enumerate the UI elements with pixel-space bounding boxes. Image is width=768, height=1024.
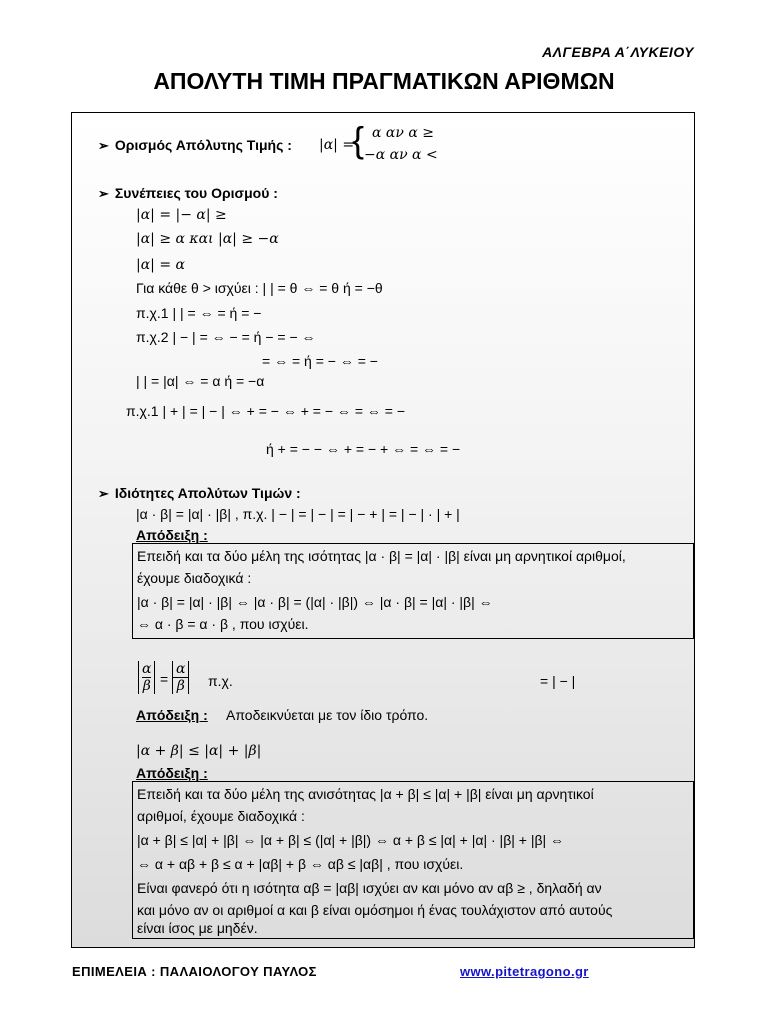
consequences-heading-row bbox=[98, 185, 278, 202]
definition-case-positive: α αν α ≥ bbox=[372, 125, 434, 141]
quotient-example-result: = | − | bbox=[540, 673, 576, 689]
footer-site-link[interactable]: www.pitetragono.gr bbox=[460, 964, 589, 979]
consequence-example: π.χ.1 | + | = | − | ⇔ + = − ⇔ + = − ⇔ = ⇔ = − bbox=[126, 403, 406, 419]
consequences-heading: Συνέπειες του Ορισμού : bbox=[114, 185, 278, 201]
proof-label: Απόδειξη : bbox=[136, 527, 208, 543]
proof-label: Απόδειξη : bbox=[136, 707, 208, 723]
consequence-example: = ⇔ = ή = − ⇔ = − bbox=[262, 353, 378, 369]
quotient-lhs bbox=[138, 661, 155, 694]
proof-label: Απόδειξη : bbox=[136, 765, 208, 781]
properties-heading: Ιδιότητες Απολύτων Τιμών : bbox=[114, 485, 301, 501]
proof-line: έχουμε διαδοχικά : bbox=[137, 570, 252, 586]
triangle-inequality: |α + β| ≤ |α| + |β| bbox=[136, 743, 262, 759]
footer-author: ΕΠΙΜΕΛΕΙΑ : ΠΑΛΑΙΟΛΟΓΟΥ ΠΑΥΛΟΣ bbox=[72, 964, 317, 979]
consequence-line: Για κάθε θ > ισχύει : | | = θ ⇔ = θ ή = −θ bbox=[136, 280, 383, 296]
quotient-rhs-denominator: β bbox=[172, 677, 189, 694]
bullet-arrow-icon: ➢ bbox=[98, 138, 109, 153]
definition-label-row bbox=[98, 137, 292, 154]
proof-line: |α + β| ≤ |α| + |β| ⇔ |α + β| ≤ (|α| + |β|) ⇔ α + β ≤ |α| + |α| · |β| + |β| ⇔ bbox=[137, 832, 565, 848]
properties-heading-row bbox=[98, 485, 301, 502]
quotient-numerator: α bbox=[142, 661, 152, 677]
quotient-denominator: β bbox=[142, 678, 151, 694]
brace-icon: { bbox=[352, 119, 365, 160]
quotient-rhs-numerator: α bbox=[172, 661, 189, 677]
proof-line: Επειδή και τα δύο μέλη της ισότητας |α · β| = |α| · |β| είναι μη αρνητικοί αριθμοί, bbox=[137, 548, 626, 564]
quotient-example-label: π.χ. bbox=[208, 673, 233, 689]
proof-line: ⇔ α + αβ + β ≤ α + |αβ| + β ⇔ αβ ≤ |αβ| , που ισχύει. bbox=[137, 856, 464, 872]
proof-line: ⇔ α · β = α · β , που ισχύει. bbox=[137, 616, 309, 632]
consequence-example: π.χ.1 | | = ⇔ = ή = − bbox=[136, 305, 262, 321]
proof-line: αριθμοί, έχουμε διαδοχικά : bbox=[137, 808, 305, 824]
quotient-proof-text: Αποδεικνύεται με τον ίδιο τρόπο. bbox=[226, 707, 429, 723]
property-product: |α · β| = |α| · |β| , π.χ. | − | = | − | = | − + | = | − | · | + | bbox=[136, 506, 460, 522]
consequence-line: |α| ≥ α και |α| ≥ −α bbox=[136, 231, 279, 247]
definition-lhs: |α| = bbox=[319, 137, 355, 153]
equals-sign: = bbox=[160, 671, 169, 687]
consequence-example: π.χ.2 | − | = ⇔ − = ή − = − ⇔ bbox=[136, 329, 316, 345]
consequence-line: | | = |α| ⇔ = α ή = −α bbox=[136, 373, 265, 389]
consequence-line: |α| = |− α| ≥ bbox=[136, 207, 227, 223]
proof-line: |α · β| = |α| · |β| ⇔ |α · β| = (|α| · |β|) ⇔ |α · β| = |α| · |β| ⇔ bbox=[137, 594, 493, 610]
proof-line: Είναι φανερό ότι η ισότητα αβ = |αβ| ισχύει αν και μόνο αν αβ ≥ , δηλαδή αν bbox=[137, 880, 602, 896]
proof-line: είναι ίσος με μηδέν. bbox=[137, 920, 258, 936]
definition-label: Ορισμός Απόλυτης Τιμής : bbox=[114, 137, 292, 153]
bullet-arrow-icon: ➢ bbox=[98, 186, 109, 201]
bullet-arrow-icon: ➢ bbox=[98, 486, 109, 501]
page-title: ΑΠΟΛΥΤΗ ΤΙΜΗ ΠΡΑΓΜΑΤΙΚΩΝ ΑΡΙΘΜΩΝ bbox=[153, 68, 615, 94]
proof-box-product bbox=[132, 543, 694, 639]
proof-line: και μόνο αν οι αριθμοί α και β είναι ομόσημοι ή ένας τουλάχιστον από αυτούς bbox=[137, 902, 613, 918]
consequence-line: |α| = α bbox=[136, 257, 185, 273]
proof-line: Επειδή και τα δύο μέλη της ανισότητας |α + β| ≤ |α| + |β| είναι μη αρνητικοί bbox=[137, 786, 594, 802]
definition-case-negative: −α αν α < bbox=[364, 147, 438, 163]
quotient-rhs bbox=[172, 661, 189, 694]
course-header: ΑΛΓΕΒΡΑ Α΄ΛΥΚΕΙΟΥ bbox=[542, 44, 694, 60]
proof-box-triangle bbox=[132, 781, 694, 939]
content-frame bbox=[71, 112, 695, 948]
consequence-example: ή + = − − ⇔ + = − + ⇔ = ⇔ = − bbox=[266, 441, 461, 457]
